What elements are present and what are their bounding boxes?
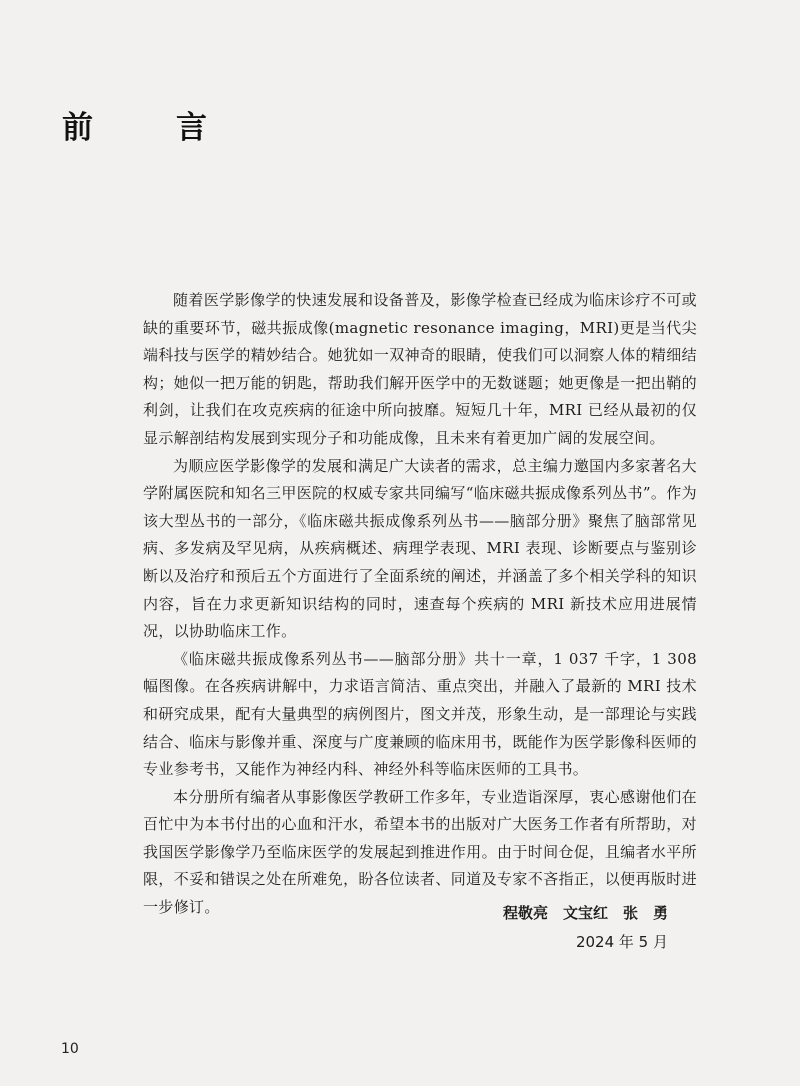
page-title: 前 言 xyxy=(62,110,233,146)
signature-date: 2024 年 5 月 xyxy=(575,933,668,951)
paragraph-3: 《临床磁共振成像系列丛书——脑部分册》共十一章，1 037 千字，1 308 幅图像。在各疾病讲解中，力求语言简洁、重点突出，并融入了最新的 MRI 技术和研究成果，配有大量典型的病例图片，图文并茂，形象生动，是一部理论与实践结合、临床与影像并重、深度与广度兼顾的临床用书，既能作为医学影像科医师的专业参考书，又能作为神经内科、神经外科等临床医师的工具书。 xyxy=(143,649,697,779)
signature-block xyxy=(503,899,668,956)
preface-body xyxy=(143,287,697,922)
author-names: 程敬亮 文宝红 张 勇 xyxy=(502,904,668,922)
paragraph-2: 为顺应医学影像学的发展和满足广大读者的需求，总主编力邀国内多家著名大学附属医院和知名三甲医院的权威专家共同编写“临床磁共振成像系列丛书”。作为该大型丛书的一部分，《临床磁共振成像系列丛书——脑部分册》聚焦了脑部常见病、多发病及罕见病，从疾病概述、病理学表现、MRI 表现、诊断要点与鉴别诊断以及治疗和预后五个方面进行了全面系统的阐述，并涵盖了多个相关学科的知识内容，旨在力求更新知识结构的同时，速查每个疾病的 MRI 新技术应用进展情况，以协助临床工作。 xyxy=(143,456,697,641)
paragraph-1: 随着医学影像学的快速发展和设备普及，影像学检查已经成为临床诊疗不可或缺的重要环节，磁共振成像(magnetic resonance imaging，MRI)更是当代尖端科技与医学的精妙结合。她犹如一双神奇的眼睛，使我们可以洞察人体的精细结构；她似一把万能的钥匙，帮助我们解开医学中的无数谜题；她更像是一把出鞘的利剑，让我们在攻克疾病的征途中所向披靡。短短几十年，MRI 已经从最初的仅显示解剖结构发展到实现分子和功能成像，且未来有着更加广阔的发展空间。 xyxy=(143,291,697,447)
paragraph-4: 本分册所有编者从事影像医学教研工作多年，专业造诣深厚，衷心感谢他们在百忙中为本书付出的心血和汗水，希望本书的出版对广大医务工作者有所帮助，对我国医学影像学乃至临床医学的发展起到推进作用。由于时间仓促，且编者水平所限，不妥和错误之处在所难免，盼各位读者、同道及专家不吝指正，以便再版时进一步修订。 xyxy=(143,787,697,917)
page-number: 10 xyxy=(61,1041,79,1057)
